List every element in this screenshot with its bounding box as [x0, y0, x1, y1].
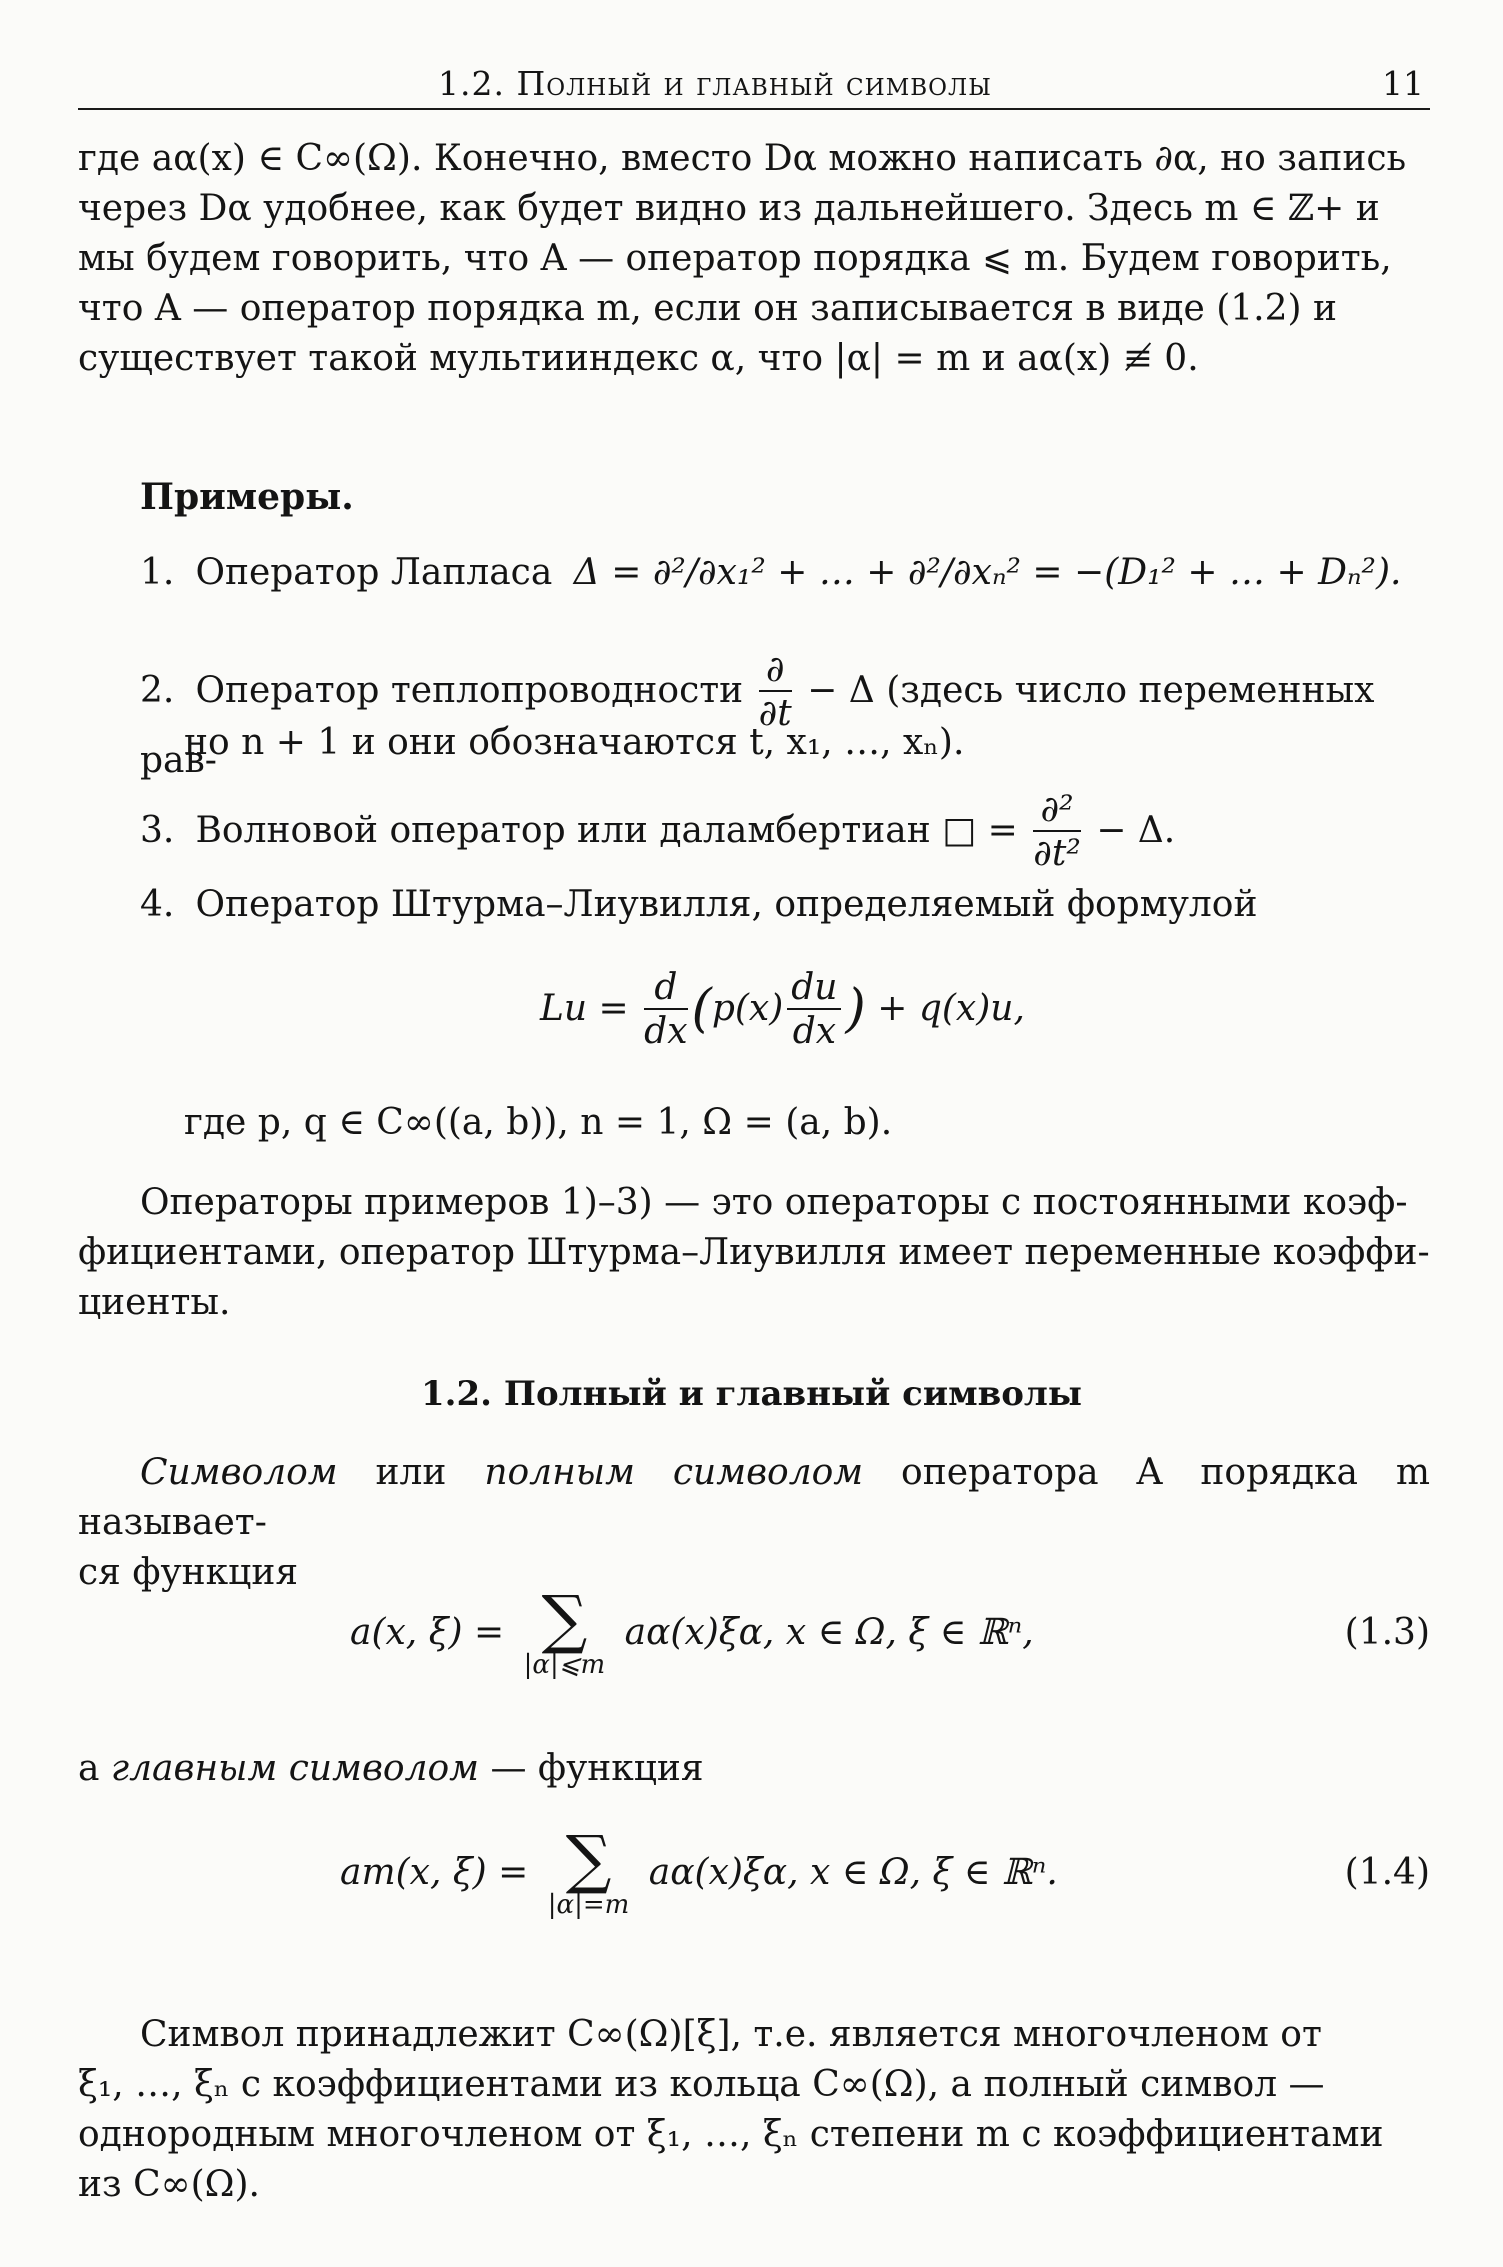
- text-line: через Dα удобнее, как будет видно из дальнейшего. Здесь m ∈ ℤ+ и: [78, 188, 1380, 229]
- page-number: 11: [1382, 64, 1424, 103]
- text-line: фициентами, оператор Штурма–Лиувилля имеет переменные коэффи-: [78, 1232, 1430, 1273]
- sum-limit: |α|=m: [547, 1890, 630, 1920]
- text-line: мы будем говорить, что A — оператор порядка ⩽ m. Будем говорить,: [78, 238, 1392, 279]
- sturm-liouville-where: где p, q ∈ C∞((a, b)), n = 1, Ω = (a, b).: [184, 1102, 893, 1143]
- text-line: однородным многочленом от ξ₁, …, ξₙ степени m с коэффициентами: [78, 2114, 1384, 2155]
- example-number: 2.: [140, 670, 175, 711]
- paragraph-principal-symbol: [78, 1744, 1430, 1794]
- second-partial-t-fraction: $\frac{\text{∂²}}{\text{∂t²}}$: [1033, 789, 1081, 874]
- running-header: [78, 64, 1430, 110]
- paragraph-symbol-definition: [78, 1448, 1430, 1598]
- example-number: 3.: [140, 810, 175, 851]
- text-fragment: оператора A порядка m называет-: [78, 1452, 1430, 1543]
- paragraph-examples-summary: [78, 1178, 1430, 1328]
- text-line: из C∞(Ω).: [78, 2164, 260, 2205]
- paragraph-intro: [78, 134, 1430, 384]
- laplace-formula: Δ = ∂²/∂x₁² + … + ∂²/∂xₙ² = −(D₁² + … + Dₙ²).: [573, 552, 1402, 593]
- sum-limit: |α|⩽m: [523, 1650, 606, 1680]
- example-text: Оператор Штурма–Лиувилля, определяемый формулой: [195, 884, 1258, 925]
- sturm-liouville-formula: Lu = $\frac{d}{dx}$ (p(x) $\frac{du}{dx}$ ) + q(x)u,: [540, 967, 1025, 1052]
- text-line: Операторы примеров 1)–3) — это операторы с постоянными коэф-: [140, 1182, 1408, 1223]
- example-text-cont: − Δ.: [1096, 810, 1176, 851]
- text-line: ξ₁, …, ξₙ с коэффициентами из кольца C∞(Ω), а полный символ —: [78, 2064, 1325, 2105]
- text-line: [78, 1448, 1430, 1548]
- equation-rhs: aα(x)ξα, x ∈ Ω, ξ ∈ ℝⁿ,: [624, 1612, 1034, 1653]
- equation-lhs: a(x, ξ) =: [350, 1612, 505, 1653]
- term-full-symbol: полным символом: [484, 1452, 864, 1493]
- example-text: Оператор теплопроводности: [195, 670, 744, 711]
- example-item-2-line-2: но n + 1 и они обозначаются t, x₁, …, xₙ).: [184, 722, 965, 763]
- example-number: 1.: [140, 552, 175, 593]
- running-header-title: 1.2. Полный и главный символы: [438, 64, 992, 103]
- example-number: 4.: [140, 884, 175, 925]
- example-item-1: [140, 548, 1430, 598]
- equation-lhs: am(x, ξ) =: [340, 1852, 529, 1893]
- text-fragment: а: [78, 1748, 111, 1789]
- term-principal-symbol: главным символом: [110, 1748, 480, 1789]
- example-text: Волновой оператор или даламбертиан □ =: [195, 810, 1018, 851]
- equation-1-4: [340, 1823, 1058, 1920]
- text-line: Символ принадлежит C∞(Ω)[ξ], т.е. является многочленом от: [140, 2014, 1322, 2055]
- formula-tail: + q(x)u,: [877, 988, 1025, 1029]
- example-text-cont: − Δ (здесь число переменных рав-: [140, 670, 1375, 781]
- text-line: существует такой мультииндекс α, что |α| = m и aα(x) ≢ 0.: [78, 338, 1199, 379]
- example-text: Оператор Лапласа: [195, 552, 553, 593]
- example-item-3: [140, 790, 1430, 876]
- partial-t-fraction: $\frac{\partial}{\partial t}$: [758, 649, 792, 734]
- sum-operator: ∑ |α|=m: [547, 1823, 630, 1920]
- equation-number: (1.3): [1344, 1612, 1430, 1653]
- examples-title: Примеры.: [140, 476, 354, 518]
- term-symbol: Символом: [140, 1452, 338, 1493]
- example-item-4: [140, 880, 1430, 930]
- section-heading: 1.2. Полный и главный символы: [421, 1374, 1082, 1414]
- equation-1-3: [350, 1583, 1034, 1680]
- text-line: что A — оператор порядка m, если он записывается в виде (1.2) и: [78, 288, 1338, 329]
- text-fragment: или: [337, 1452, 485, 1493]
- text-line: циенты.: [78, 1282, 231, 1323]
- text-line: ся функция: [78, 1552, 299, 1593]
- sum-operator: ∑ |α|⩽m: [523, 1583, 606, 1680]
- text-fragment: — функция: [479, 1748, 704, 1789]
- text-line: где aα(x) ∈ C∞(Ω). Конечно, вместо Dα можно написать ∂α, но запись: [78, 138, 1407, 179]
- paragraph-symbol-ring: [78, 2010, 1430, 2210]
- equation-number: (1.4): [1344, 1852, 1430, 1893]
- equation-rhs: aα(x)ξα, x ∈ Ω, ξ ∈ ℝⁿ.: [648, 1852, 1058, 1893]
